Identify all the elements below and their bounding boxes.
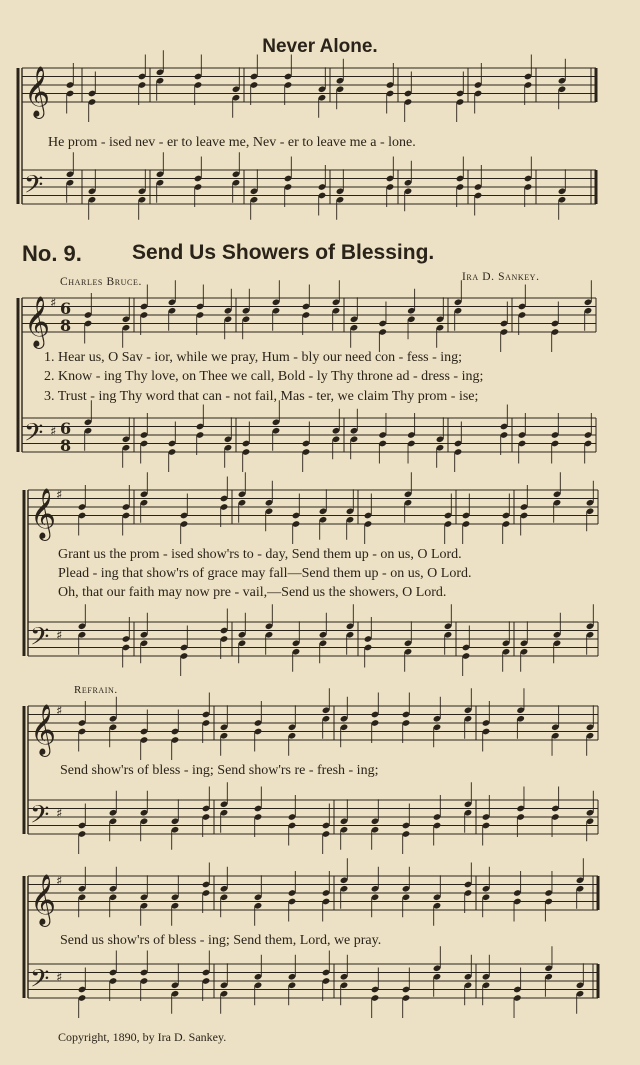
- svg-text:𝄞: 𝄞: [24, 296, 51, 347]
- verse-3-line-1: 3. Trust - ing Thy word that can - not fail, Mas - ter, we claim Thy prom - ise;: [44, 389, 479, 404]
- svg-text:♯: ♯: [56, 704, 63, 720]
- svg-text:𝄞: 𝄞: [30, 488, 57, 539]
- svg-text:𝄞: 𝄞: [30, 874, 57, 925]
- svg-text:♯: ♯: [56, 970, 63, 986]
- refrain-lyric-1: Send show'rs of bless - ing; Send show'rs re - fresh - ing;: [60, 763, 379, 778]
- svg-text:𝄢: 𝄢: [24, 418, 44, 454]
- copyright-notice: Copyright, 1890, by Ira D. Sankey.: [58, 1030, 227, 1044]
- hymn-title: Send Us Showers of Blessing.: [132, 241, 435, 264]
- svg-text:6: 6: [60, 419, 72, 438]
- svg-text:♯: ♯: [56, 628, 63, 644]
- refrain-label: Refrain.: [74, 684, 118, 696]
- author-credit: Charles Bruce.: [60, 276, 142, 288]
- svg-text:8: 8: [60, 436, 72, 455]
- verse-1-line-2: Grant us the prom - ised show'rs to - day, Send them up - on us, O Lord.: [58, 547, 462, 562]
- svg-text:𝄢: 𝄢: [30, 964, 50, 1000]
- svg-text:6: 6: [60, 299, 72, 318]
- svg-text:8: 8: [60, 316, 72, 335]
- previous-hymn-lyric: He prom - ised nev - er to leave me, Nev - er to leave me a - lone.: [48, 135, 416, 150]
- svg-text:𝄞: 𝄞: [30, 704, 57, 755]
- previous-hymn-title: Never Alone.: [262, 36, 378, 57]
- verse-2-line-1: 2. Know - ing Thy love, on Thee we call, Bold - ly Thy throne ad - dress - ing;: [44, 369, 484, 384]
- svg-text:♯: ♯: [56, 488, 63, 504]
- verse-1-line-1: 1. Hear us, O Sav - ior, while we pray, Hum - bly our need con - fess - ing;: [44, 350, 463, 365]
- svg-text:𝄞: 𝄞: [24, 66, 51, 117]
- hymn-number: No. 9.: [22, 241, 82, 266]
- composer-credit: Ira D. Sankey.: [462, 271, 540, 283]
- svg-text:𝄢: 𝄢: [30, 622, 50, 658]
- svg-text:𝄢: 𝄢: [24, 170, 44, 206]
- svg-text:♯: ♯: [50, 424, 57, 440]
- svg-text:♯: ♯: [56, 874, 63, 890]
- refrain-lyric-2: Send us show'rs of bless - ing; Send them, Lord, we pray.: [60, 933, 382, 948]
- svg-text:♯: ♯: [56, 806, 63, 822]
- verse-3-line-2: Oh, that our faith may now pre - vail,—Send us the showers, O Lord.: [58, 585, 447, 600]
- svg-text:𝄢: 𝄢: [30, 800, 50, 836]
- svg-text:♯: ♯: [50, 296, 57, 312]
- verse-2-line-2: Plead - ing that show'rs of grace may fall—Send them up - on us, O Lord.: [58, 566, 472, 581]
